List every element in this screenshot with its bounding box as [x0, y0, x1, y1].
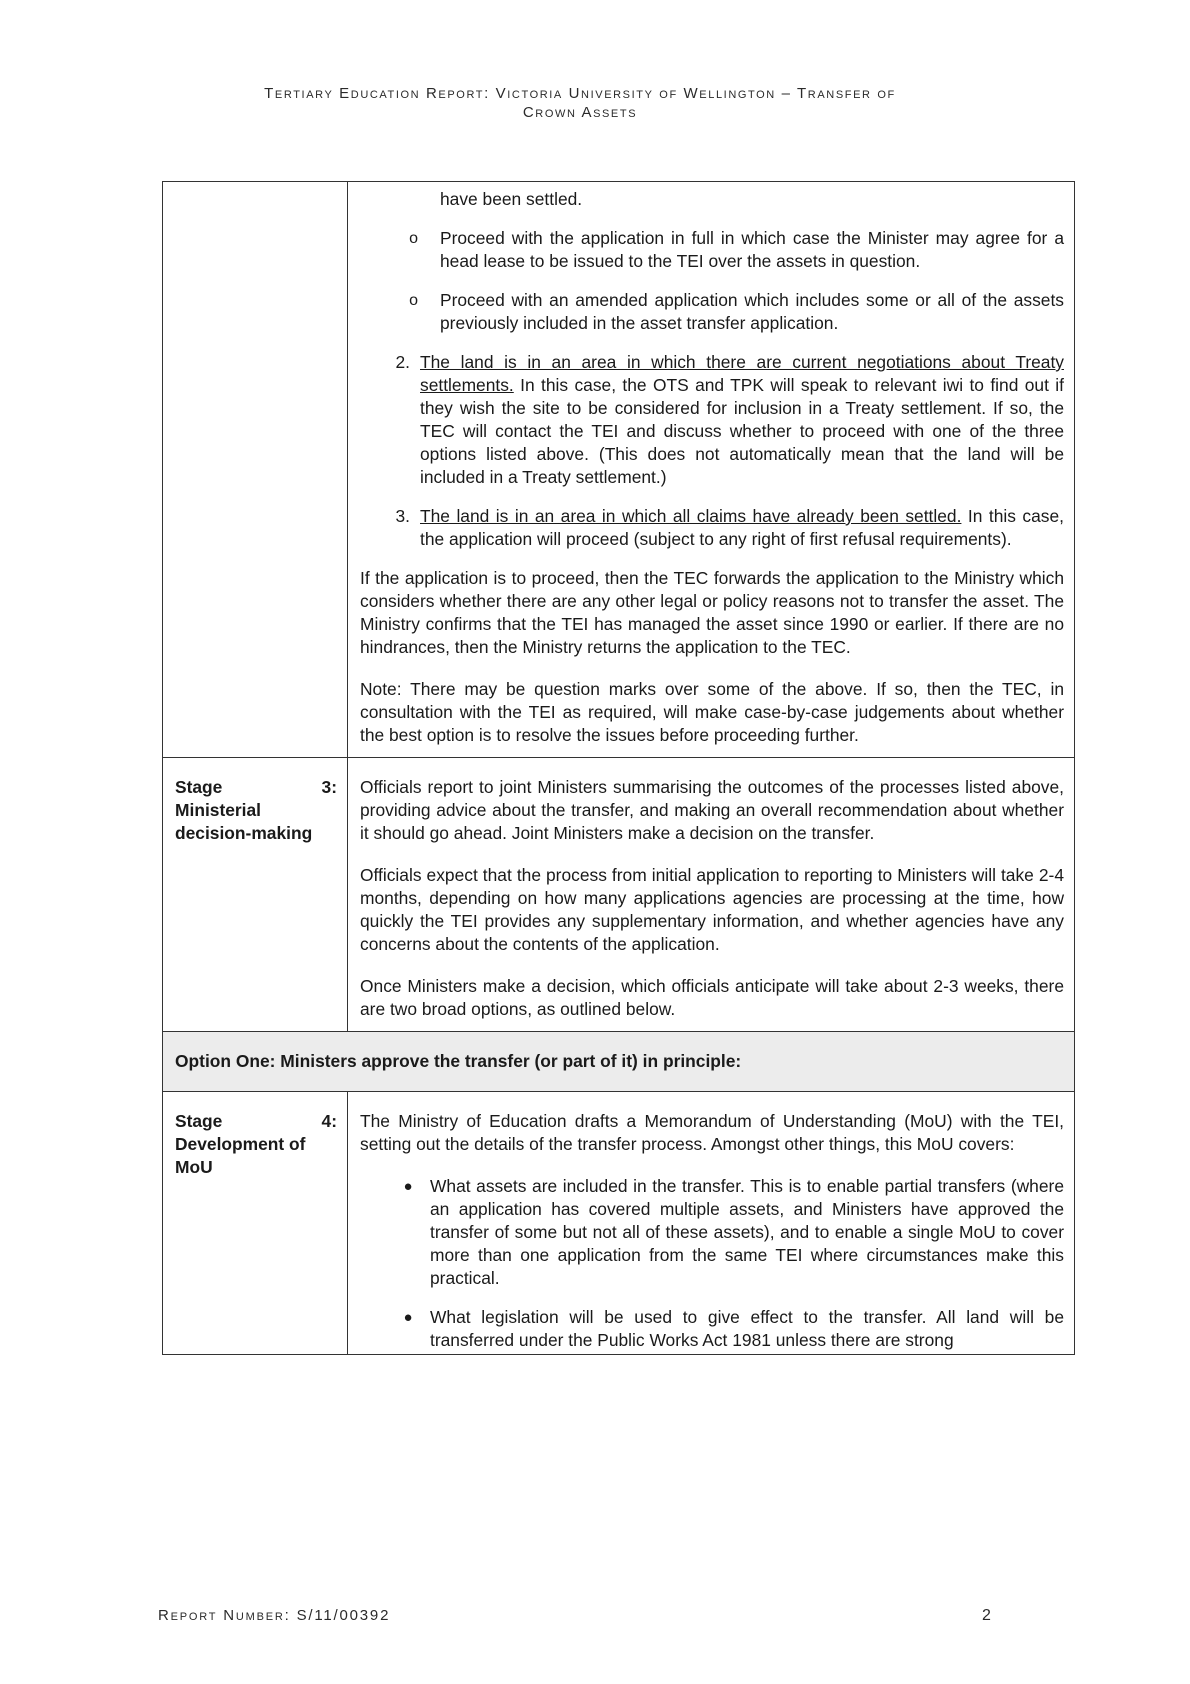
bullet-item — [360, 1175, 1064, 1290]
content-cell — [348, 758, 1075, 1032]
table-row — [163, 758, 1075, 1032]
bullet-item — [360, 1306, 1064, 1352]
stage-cell-empty — [163, 182, 348, 758]
header-line-2: Crown Assets — [522, 104, 638, 121]
item-body: In this case, the OTS and TPK will speak to relevant iwi to find out if they wish the site to be considered for inclusion in a Treaty settlement. If so, the TEC will contact the TEI and discuss whether to proceed with one of the three options listed above. (This does not automatically mean that the land will be included in a Treaty settlement.) — [420, 375, 1064, 487]
table-row — [163, 1092, 1075, 1355]
paragraph: Officials expect that the process from initial application to reporting to Ministers will take 2-4 months, depending on how many applications agencies are processing at the time, how quickly the TEI provides any supplementary information, and whether agencies have any concerns about the contents of the application. — [360, 865, 1064, 954]
bullet-text: What legislation will be used to give effect to the transfer. All land will be transferred under the Public Works Act 1981 unless there are strong — [430, 1307, 1064, 1350]
table-row — [163, 1032, 1075, 1092]
sub-list-item — [360, 289, 1064, 335]
numbered-item — [360, 505, 1064, 551]
header-line-1: Tertiary Education Report: Victoria University of Wellington – Transfer of — [264, 85, 896, 102]
continuation-text: have been settled. — [440, 189, 583, 209]
stage-word: Stage — [175, 777, 223, 797]
content-cell — [348, 182, 1075, 758]
paragraph: If the application is to proceed, then the TEC forwards the application to the Ministry which considers whether there are any other legal or policy reasons not to transfer the asset. The Ministry confirms that the TEI has managed the asset since 1990 or earlier. If there are no hindrances, then the Ministry returns the application to the TEC. — [360, 568, 1064, 657]
item-number: 3. — [395, 506, 410, 526]
page-header — [150, 84, 1010, 122]
report-number: Report Number: S/11/00392 — [158, 1607, 391, 1624]
content-cell — [348, 1092, 1075, 1355]
underlined-heading: The land is in an area in which all claims have already been settled. — [420, 506, 962, 526]
hollow-bullet-icon: o — [409, 292, 418, 309]
paragraph: The Ministry of Education drafts a Memorandum of Understanding (MoU) with the TEI, setting out the details of the transfer process. Amongst other things, this MoU covers: — [360, 1111, 1064, 1154]
note-paragraph: Note: There may be question marks over some of the above. If so, then the TEC, in consultation with the TEI as required, will make case-by-case judgements about whether the best option is to resolve the issues before proceeding further. — [360, 679, 1064, 745]
item-number: 2. — [395, 352, 410, 372]
paragraph: Once Ministers make a decision, which officials anticipate will take about 2-3 weeks, there are two broad options, as outlined below. — [360, 976, 1064, 1019]
item-body: In this case, the application will proceed (subject to any right of first refusal requirements). — [420, 506, 1064, 549]
numbered-item — [360, 351, 1064, 489]
bullet-icon: ● — [403, 1178, 413, 1195]
stage-title: Ministerial decision-making — [175, 800, 313, 843]
stage-number: 4: — [321, 1111, 337, 1131]
hollow-bullet-icon: o — [409, 230, 418, 247]
option-one-heading: Option One: Ministers approve the transfer (or part of it) in principle: — [163, 1032, 1075, 1092]
stage-title: Development of MoU — [175, 1134, 306, 1177]
stage-cell — [163, 1092, 348, 1355]
sub-list-item — [360, 227, 1064, 273]
stage-label — [175, 1110, 337, 1179]
page-number: 2 — [982, 1607, 991, 1624]
sub-item-text: Proceed with an amended application which includes some or all of the assets previously included in the asset transfer application. — [440, 290, 1064, 333]
bullet-icon: ● — [403, 1309, 413, 1326]
numbered-item-text — [420, 351, 1064, 489]
stage-word: Stage — [175, 1111, 223, 1131]
underlined-heading: The land is in an area in which there are current negotiations about Treaty settlements. — [420, 352, 1064, 395]
bullet-text: What assets are included in the transfer. This is to enable partial transfers (where an application has covered multiple assets, and Ministers have approved the transfer of some but not all of these assets), and to enable a single MoU to cover more than one application from the same TEI where circumstances make this practical. — [430, 1176, 1064, 1288]
stage-number: 3: — [321, 777, 337, 797]
sub-item-text: Proceed with the application in full in which case the Minister may agree for a head lease to be issued to the TEI over the assets in question. — [440, 228, 1064, 271]
stage-label — [175, 776, 337, 845]
paragraph: Officials report to joint Ministers summarising the outcomes of the processes listed above, providing advice about the transfer, and making an overall recommendation about whether it should go ahead. Joint Ministers make a decision on the transfer. — [360, 777, 1064, 843]
process-table — [162, 181, 1075, 1355]
numbered-item-text — [420, 505, 1064, 551]
table-row — [163, 182, 1075, 758]
stage-cell — [163, 758, 348, 1032]
